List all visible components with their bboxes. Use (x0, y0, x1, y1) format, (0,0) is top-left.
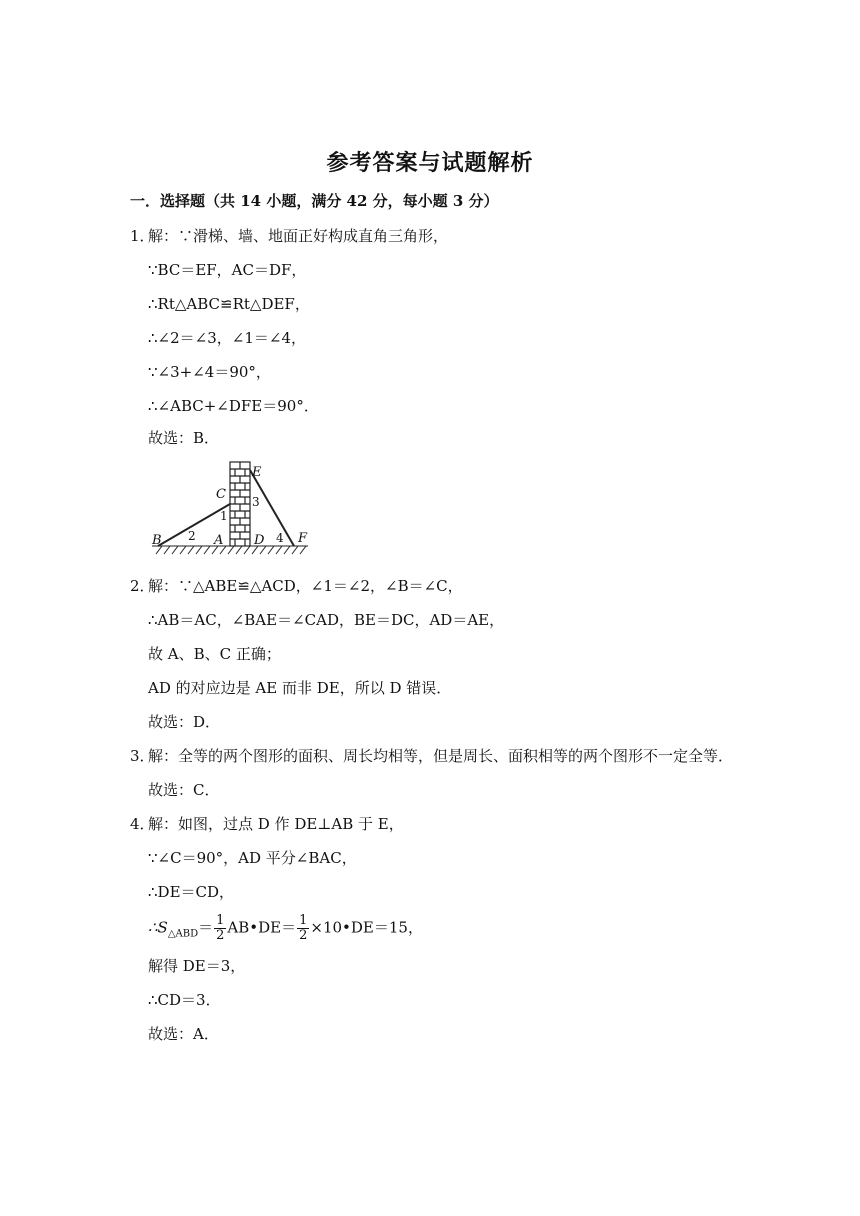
q1-line-1: 解：∵滑梯、墙、地面正好构成直角三角形， (148, 227, 449, 245)
q1-line-6: ∴∠ABC+∠DFE＝90°． (148, 397, 319, 415)
label-e: E (252, 465, 262, 480)
area-symbol: ∴S (148, 918, 168, 937)
equation-middle: AB•DE＝ (227, 918, 297, 937)
q2-answer: 故选：D． (148, 713, 221, 731)
label-a: A (214, 533, 224, 548)
angle-label-3: 3 (252, 495, 260, 509)
label-b: B (152, 533, 162, 548)
q2-line-4: AD 的对应边是 AE 而非 DE，所以 D 错误． (148, 679, 452, 697)
q3-number: 3． (130, 747, 155, 765)
q4-line-3: ∴DE＝CD， (148, 883, 235, 901)
q1-line-2: ∵BC＝EF，AC＝DF， (148, 261, 307, 279)
q1-number: 1． (130, 227, 155, 245)
label-d: D (254, 533, 265, 548)
q1-line-5: ∵∠3+∠4＝90°， (148, 363, 271, 381)
angle-label-2: 2 (188, 529, 196, 543)
q1-answer: 故选：B． (148, 429, 220, 447)
slide-wall-figure (148, 458, 312, 562)
q4-number: 4． (130, 815, 155, 833)
q4-line-6: ∴CD＝3． (148, 991, 221, 1009)
section-heading: 一．选择题（共 14 小题，满分 42 分，每小题 3 分） (130, 192, 499, 210)
label-c: C (216, 487, 226, 502)
q4-answer: 故选：A． (148, 1025, 219, 1043)
fraction-denominator: 2 (299, 928, 308, 943)
q2-line-2: ∴AB＝AC，∠BAE＝∠CAD，BE＝DC，AD＝AE， (148, 611, 505, 629)
q4-area-equation (148, 914, 423, 945)
area-subscript: △ABD (167, 928, 199, 940)
fraction-numerator: 1 (216, 913, 225, 928)
fraction-half-2 (297, 914, 309, 943)
q1-line-4: ∴∠2＝∠3，∠1＝∠4， (148, 329, 306, 347)
q2-line-3: 故 A、B、C 正确； (148, 645, 281, 663)
q3-line-1: 解：全等的两个图形的面积、周长均相等，但是周长、面积相等的两个图形不一定全等． (148, 747, 734, 765)
page-title: 参考答案与试题解析 (326, 151, 534, 176)
q2-number: 2． (130, 577, 155, 595)
label-f: F (298, 531, 308, 546)
q3-answer: 故选：C． (148, 781, 220, 799)
brick-wall (230, 462, 250, 546)
q4-line-1: 解：如图，过点 D 作 DE⊥AB 于 E， (148, 815, 404, 833)
fraction-half-1 (214, 914, 226, 943)
equation-end: ×10•DE＝15， (310, 918, 423, 937)
q1-line-3: ∴Rt△ABC≌Rt△DEF， (148, 295, 310, 313)
q4-line-5: 解得 DE＝3， (148, 957, 246, 975)
equals-sign: ＝ (198, 918, 214, 937)
fraction-denominator: 2 (216, 928, 225, 943)
ground-hatching (152, 546, 308, 554)
angle-label-1: 1 (220, 509, 228, 523)
q2-line-1: 解：∵△ABE≌△ACD，∠1＝∠2，∠B＝∠C， (148, 577, 463, 595)
angle-label-4: 4 (276, 531, 284, 545)
q4-line-2: ∵∠C＝90°，AD 平分∠BAC， (148, 849, 357, 867)
fraction-numerator: 1 (299, 913, 308, 928)
